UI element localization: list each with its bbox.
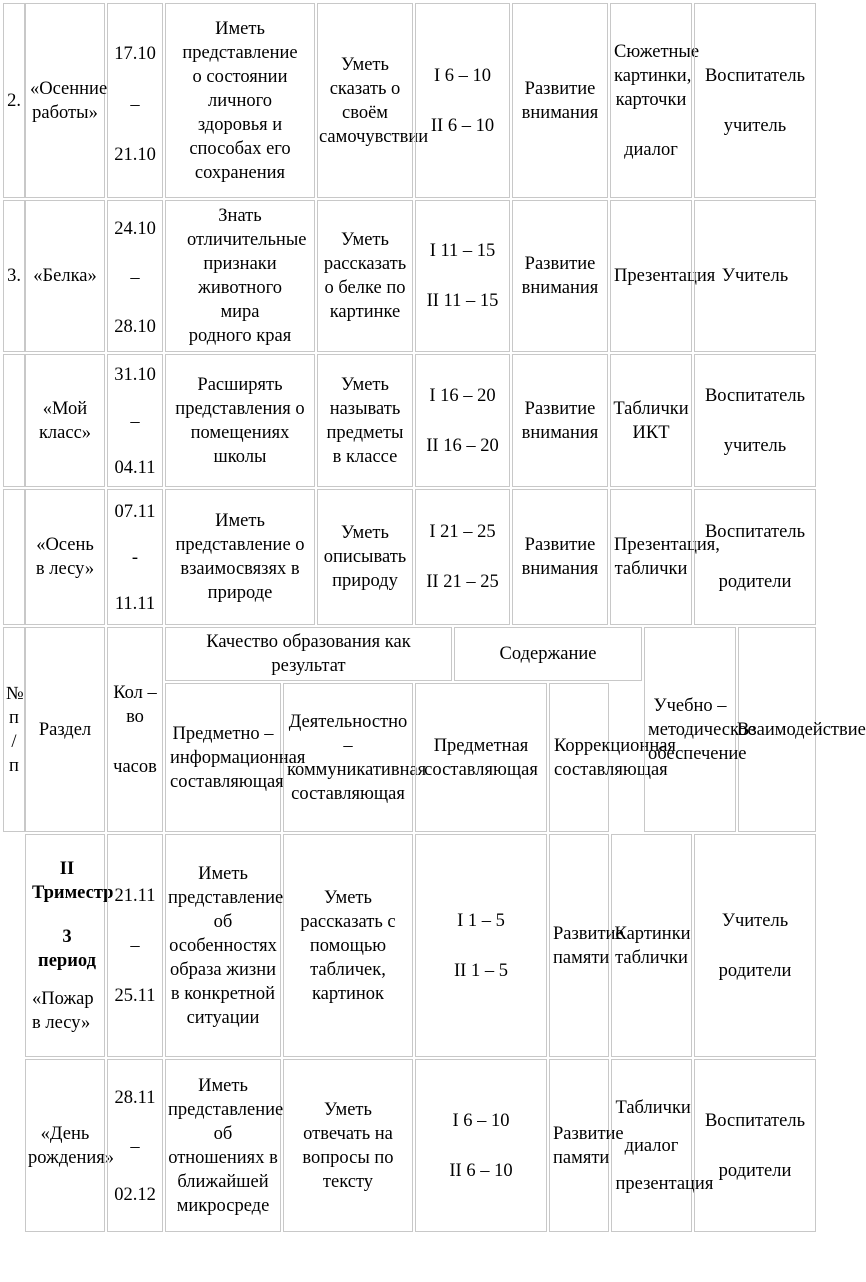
interaction-1: Воспитатель (704, 522, 806, 542)
correction-text: Развитие памяти (553, 923, 624, 968)
header-section-text: Раздел (38, 719, 92, 740)
dates-cell (107, 489, 163, 625)
section-cell (25, 489, 105, 625)
header-activity (283, 683, 427, 832)
materials-cell (611, 834, 692, 1057)
header-quality (165, 627, 452, 681)
date-end: 11.11 (114, 594, 156, 614)
interaction-1: Воспитатель (704, 385, 806, 406)
activity-text: Уметь описывать природу (323, 523, 407, 591)
correction-text: Развитие внимания (521, 535, 599, 579)
date-start: 31.10 (114, 365, 156, 385)
correction-text: Развитие памяти (553, 1123, 624, 1168)
section-name: «День рождения» (28, 1123, 115, 1168)
subject-cell (165, 354, 315, 487)
upper-table (0, 0, 816, 625)
section-cell (25, 1059, 115, 1232)
header-methods-text: Учебно – методическое обеспечение (648, 695, 756, 764)
correction-cell (512, 489, 608, 625)
correction-text: Развитие внимания (521, 254, 599, 298)
interaction-1: Учитель (721, 266, 789, 286)
header-num-text: № п / п (6, 683, 24, 776)
pages-cell (415, 3, 510, 198)
materials-2: диалог (624, 1135, 679, 1156)
subject-text: Знать отличительные признаки животного мира родного края (187, 206, 307, 346)
activity-cell (317, 200, 413, 352)
header-content (454, 627, 642, 681)
subject-cell (165, 1059, 284, 1232)
section-name: «Белка» (33, 266, 97, 286)
activity-text: Уметь рассказать с помощью табличек, картинок (300, 887, 396, 1004)
materials-cell (610, 489, 720, 625)
section-cell (25, 200, 105, 352)
section-name: «Пожар в лесу» (32, 988, 94, 1033)
header-subject-text: Предметно – информационная составляющая (170, 723, 306, 792)
materials-1: Таблички ИКТ (613, 398, 689, 443)
dates-cell (107, 200, 163, 352)
correction-cell (512, 3, 608, 198)
interaction-2: родители (718, 1160, 792, 1181)
header-activity-text: Деятельностно – коммуникативная составляющая (287, 711, 427, 804)
header-correction (549, 683, 676, 832)
correction-text: Развитие внимания (521, 78, 599, 123)
correction-text: Развитие внимания (521, 398, 599, 443)
interaction-2: родители (718, 572, 792, 592)
materials-1: Таблички (615, 1097, 691, 1118)
activity-text: Уметь рассказать о белке по картинке (323, 230, 407, 322)
date-end: 21.10 (114, 145, 156, 165)
activity-text: Уметь называть предметы в классе (326, 374, 404, 467)
row-num: 2. (3, 3, 25, 198)
subject-cell (165, 3, 315, 198)
subject-cell (165, 834, 284, 1057)
activity-cell (317, 3, 429, 198)
activity-cell (283, 1059, 413, 1232)
materials-1: Картинки таблички (614, 923, 691, 968)
section-name: «Осенние работы» (30, 78, 108, 123)
lower-table (0, 627, 866, 1232)
header-num (3, 627, 25, 832)
date-start: 17.10 (114, 44, 156, 64)
pages-cell (415, 354, 510, 487)
header-content-text: Содержание (499, 644, 597, 664)
activity-cell (283, 834, 413, 1057)
pages-1: I 21 – 25 (429, 522, 496, 542)
section-cell (25, 354, 105, 487)
date-end: 04.11 (114, 458, 156, 478)
materials-cell (611, 1059, 714, 1232)
date-sep: – (130, 935, 140, 956)
interaction-cell (694, 200, 816, 352)
pages-2: II 21 – 25 (426, 572, 499, 592)
term-label: II Триместр (32, 858, 114, 903)
subject-cell (165, 200, 315, 352)
correction-cell (512, 354, 608, 487)
date-sep: - (131, 548, 139, 568)
date-sep: – (130, 1136, 140, 1157)
date-sep: – (130, 411, 140, 432)
activity-text: Уметь отвечать на вопросы по тексту (302, 1099, 394, 1192)
header-subject-comp-text: Предметная составляющая (424, 735, 538, 780)
materials-1: Презентация, таблички (614, 535, 720, 579)
subject-text: Иметь представление о взаимосвязях в природе (175, 511, 305, 603)
header-section (25, 627, 105, 832)
interaction-1: Учитель (721, 910, 789, 931)
header-quality-text: Качество образования как результат (206, 632, 411, 676)
materials-3: презентация (615, 1173, 714, 1194)
correction-cell (549, 1059, 624, 1232)
correction-cell (549, 834, 624, 1057)
pages-2: II 6 – 10 (449, 1160, 513, 1181)
row-num: 3. (3, 200, 25, 352)
row-num (3, 489, 25, 625)
dates-cell (107, 3, 163, 198)
date-sep: – (130, 268, 140, 288)
date-start: 07.11 (114, 502, 156, 522)
pages-1: I 6 – 10 (452, 1110, 510, 1131)
header-subject-comp (415, 683, 547, 832)
pages-2: II 6 – 10 (430, 115, 495, 136)
header-subject (165, 683, 306, 832)
subject-cell (165, 489, 315, 625)
header-hours (107, 627, 163, 832)
subject-text: Расширять представления о помещениях школы (175, 374, 305, 467)
header-hours-2: часов (113, 756, 157, 777)
dates-cell (107, 1059, 163, 1232)
date-end: 25.11 (114, 985, 156, 1006)
section-name: «Осень в лесу» (35, 535, 95, 579)
pages-2: II 16 – 20 (426, 435, 499, 456)
materials-2: диалог (624, 139, 678, 160)
interaction-cell (694, 1059, 816, 1232)
pages-cell (415, 489, 510, 625)
dates-cell (107, 354, 163, 487)
row-num (3, 354, 25, 487)
section-cell (25, 834, 114, 1057)
section-cell (25, 3, 108, 198)
date-end: 28.10 (114, 317, 156, 337)
pages-1: I 6 – 10 (433, 65, 492, 86)
materials-1: Сюжетные картинки, карточки (614, 41, 700, 110)
materials-1: Презентация (614, 266, 716, 286)
pages-1: I 1 – 5 (457, 910, 505, 931)
header-interaction-text: Взаимодействие (737, 719, 866, 740)
activity-cell (317, 489, 413, 625)
pages-2: II 1 – 5 (454, 960, 508, 981)
activity-cell (317, 354, 413, 487)
period-label: 3 период (38, 926, 96, 971)
header-methods (644, 627, 756, 832)
pages-cell (415, 1059, 547, 1232)
date-start: 28.11 (114, 1088, 156, 1108)
correction-cell (512, 200, 608, 352)
date-start: 24.10 (114, 219, 156, 239)
date-end: 02.12 (114, 1185, 156, 1205)
pages-cell (415, 200, 510, 352)
date-sep: – (130, 94, 140, 115)
interaction-2: родители (718, 960, 792, 981)
interaction-2: учитель (723, 435, 787, 456)
subject-text: Иметь представление об отношениях в ближайшей микросреде (168, 1075, 284, 1216)
header-interaction (737, 627, 866, 832)
interaction-1: Воспитатель (704, 65, 806, 86)
header-correction-text: Коррекционная составляющая (554, 735, 676, 780)
interaction-cell (694, 354, 816, 487)
materials-cell (610, 200, 716, 352)
pages-2: II 11 – 15 (426, 291, 499, 311)
interaction-cell (694, 489, 816, 625)
interaction-cell (694, 3, 816, 198)
section-name: «Мой класс» (38, 398, 92, 443)
interaction-cell (694, 834, 816, 1057)
subject-text: Иметь представление об особенностях образа жизни в конкретной ситуации (168, 863, 284, 1028)
materials-cell (610, 354, 692, 487)
pages-cell (415, 834, 547, 1057)
activity-text: Уметь сказать о своём самочувствии (319, 54, 429, 147)
subject-text: Иметь представление о состоянии личного здоровья и способах его сохранения (182, 18, 298, 183)
interaction-2: учитель (723, 115, 787, 136)
header-hours-1: Кол – во (113, 682, 157, 727)
pages-1: I 16 – 20 (429, 385, 496, 406)
materials-cell (610, 3, 700, 198)
interaction-1: Воспитатель (704, 1110, 806, 1131)
date-start: 21.11 (114, 885, 156, 906)
dates-cell (107, 834, 163, 1057)
pages-1: I 11 – 15 (429, 241, 496, 261)
